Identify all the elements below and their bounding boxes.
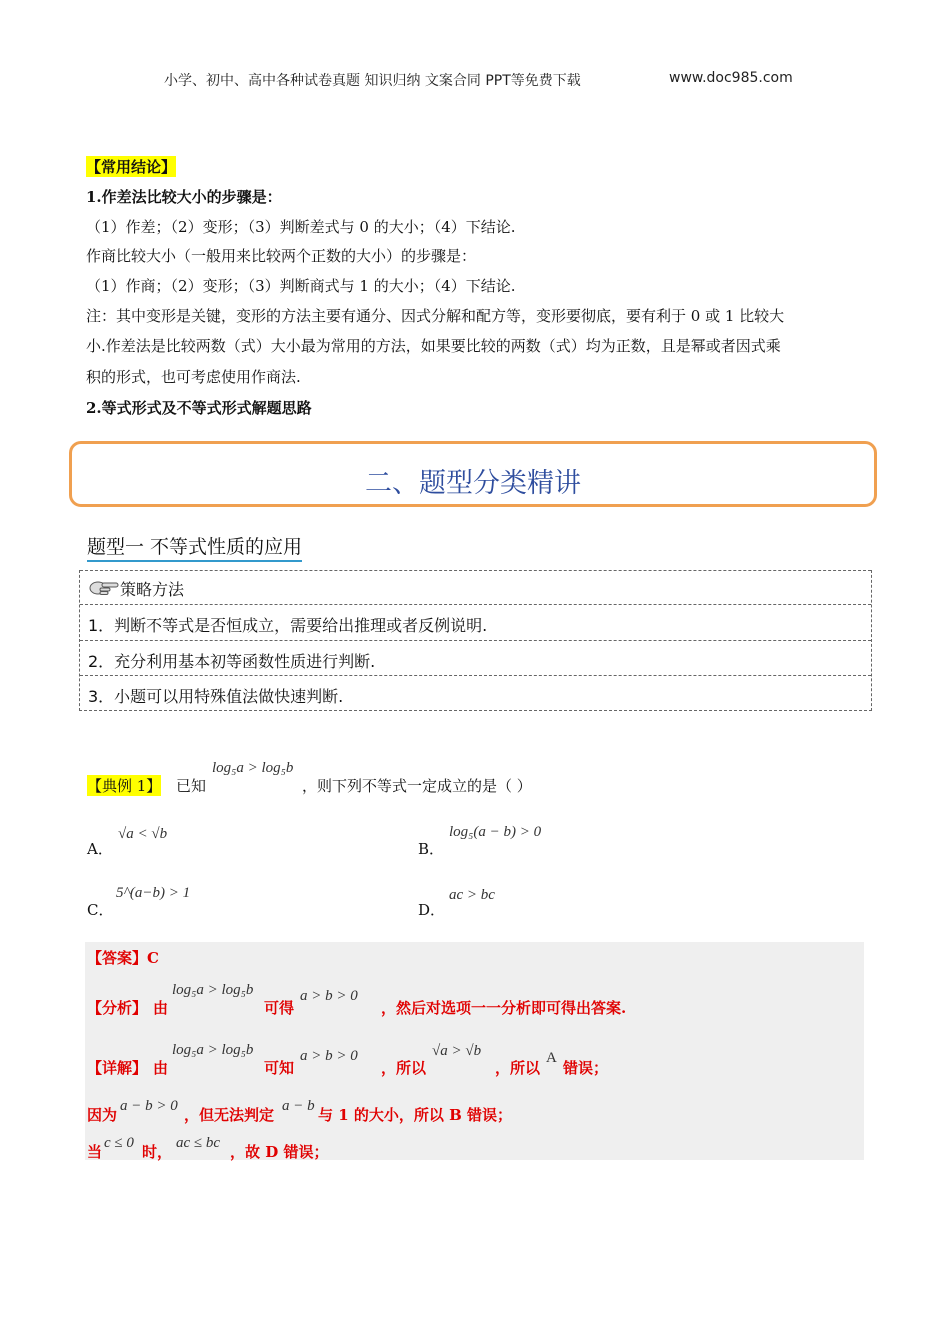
option-b-label: B．	[418, 840, 445, 858]
case-math: c ≤ 0	[104, 1135, 134, 1151]
conclusion-item1-title: 1.作差法比较大小的步骤是：	[86, 188, 282, 206]
analysis-math: a > b > 0	[300, 988, 358, 1004]
conclusion-note-line3: 积的形式，也可考虑使用作商法.	[86, 368, 301, 386]
case-math: ac ≤ bc	[176, 1135, 221, 1151]
example-suffix: ，则下列不等式一定成立的是（ ）	[302, 777, 532, 795]
conclusion-quotient-title: 作商比较大小（一般用来比较两个正数的大小）的步骤是：	[86, 247, 477, 265]
detail-math: √a > √b	[432, 1043, 482, 1059]
strategy-item-text: 2．充分利用基本初等函数性质进行判断.	[88, 652, 376, 671]
option-b-math: log₅(a − b) > 0	[449, 824, 542, 840]
option-c-label: C．	[87, 901, 114, 919]
reason-text: 与 1 的大小，所以 B 错误；	[318, 1106, 513, 1124]
conclusion-note-line1: 注：其中变形是关键，变形的方法主要有通分、因式分解和配方等，变形要彻底，要有利于 0 或 1 比较大	[86, 307, 785, 325]
reason-text: 因为	[87, 1106, 118, 1124]
header-text: 小学、初中、高中各种试卷真题 知识归纳 文案合同 PPT等免费下载	[164, 73, 581, 89]
option-d-label: D．	[418, 901, 446, 919]
detail-math: log₅a > log₅b	[172, 1042, 254, 1058]
option-d-math: ac > bc	[449, 887, 495, 903]
section-title: 题型一 不等式性质的应用	[87, 532, 302, 562]
detail-text: 错误；	[563, 1059, 609, 1077]
strategy-item-text: 1．判断不等式是否恒成立，需要给出推理或者反例说明.	[88, 616, 488, 635]
case-text: 时，	[142, 1143, 173, 1161]
reason-math: a − b > 0	[120, 1098, 178, 1114]
answer-label: 【答案】C	[87, 949, 159, 967]
detail-text: ，所以	[381, 1059, 427, 1077]
detail-math: A	[546, 1050, 557, 1066]
answer-value: C	[147, 949, 159, 967]
strategy-item	[80, 640, 871, 676]
conclusion-quotient-steps: （1）作商；（2）变形；（3）判断商式与 1 的大小；（4）下结论.	[86, 277, 516, 295]
example-prefix: 已知	[176, 777, 207, 795]
case-text: ，故 D 错误；	[230, 1143, 329, 1161]
conclusion-item2-title: 2.等式形式及不等式形式解题思路	[86, 399, 312, 417]
strategy-header-row	[80, 570, 871, 605]
example-condition-math: log₅a > log₅b	[212, 760, 294, 776]
strategy-item-text: 3．小题可以用特殊值法做快速判断.	[88, 687, 344, 706]
detail-text: 可知	[264, 1059, 295, 1077]
detail-label: 【详解】	[87, 1059, 148, 1077]
detail-math: a > b > 0	[300, 1048, 358, 1064]
conclusion-item1-steps: （1）作差；（2）变形；（3）判断差式与 0 的大小；（4）下结论.	[86, 218, 516, 236]
detail-text: 由	[153, 1059, 169, 1077]
option-c-math: 5^(a−b) > 1	[116, 885, 191, 901]
reason-text: ，但无法判定	[184, 1106, 275, 1124]
option-a-label: A．	[87, 840, 113, 858]
conclusions-tag: 【常用结论】	[86, 158, 177, 176]
conclusion-note-line2: 小.作差法是比较两数（式）大小最为常用的方法，如果要比较的两数（式）均为正数，且是幂或者因式乘	[86, 337, 781, 355]
analysis-math: log₅a > log₅b	[172, 982, 254, 998]
strategy-title: 策略方法	[120, 580, 185, 599]
strategy-item	[80, 604, 871, 641]
pointing-hand-icon	[88, 577, 120, 601]
case-text: 当	[87, 1143, 103, 1161]
strategy-item	[80, 675, 871, 711]
analysis-text: 可得	[264, 999, 295, 1017]
detail-text: ，所以	[495, 1059, 541, 1077]
strategy-box	[79, 570, 872, 711]
analysis-label: 【分析】	[87, 999, 148, 1017]
analysis-text: ，然后对选项一一分析即可得出答案.	[381, 999, 627, 1017]
header-site-link[interactable]: www.doc985.com	[669, 70, 793, 86]
banner-title: 二、题型分类精讲	[365, 468, 581, 499]
option-a-math: √a < √b	[118, 826, 168, 842]
example-tag: 【典例 1】	[87, 777, 162, 795]
analysis-text: 由	[153, 999, 169, 1017]
section-banner	[69, 441, 877, 507]
reason-math: a − b	[282, 1098, 315, 1114]
